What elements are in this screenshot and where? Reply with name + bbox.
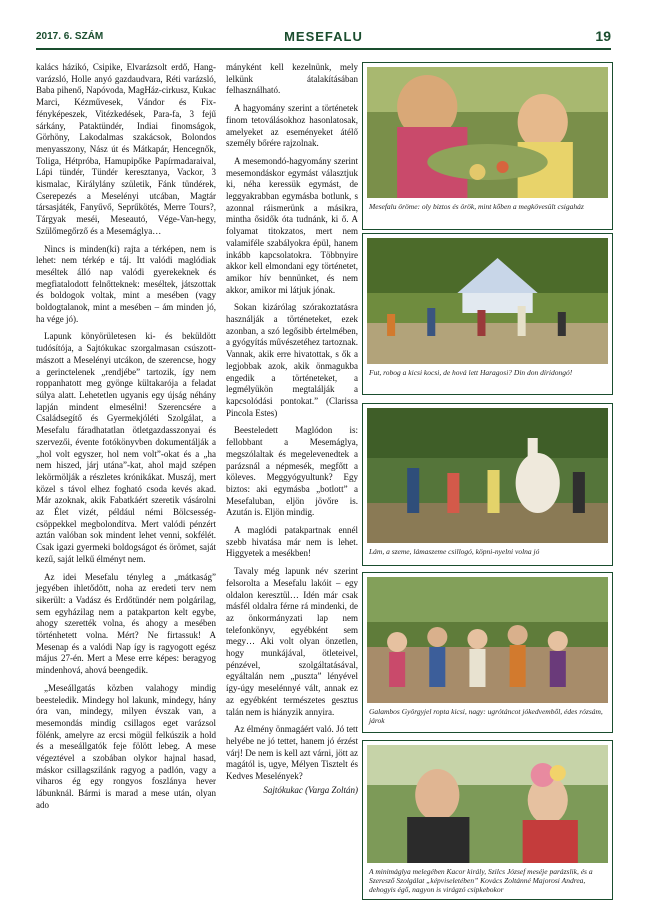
paragraph: Az élmény önmagáért való. Jó tett helyébe ne jó tettet, hanem jó érzést várj! De nem is kell azt várni, jött az magától is, ugye, Mélyen Tisztelt és Kedves Meselények?	[226, 724, 358, 782]
page-header	[36, 28, 611, 50]
paragraph: „Meseállgatás közben valahogy mindig beesteledik. Mindegy hol lakunk, mindegy, hány óra van, mindegy, milyen évszak van, a mesemondás mindig csillagos eget varázsol fölénk, amelyre az ercsi mögül felkúszik a hold és a meseállgatók feje fölött lebeg. A mese végeztével a szobában olykor hajnal hasad, máskor csillagszilánk ragyog a padlón, vagy a viharos ég egy rongyos foszlánya hever lábunknál. Bármi is marad a mese után, olyan ado	[36, 682, 216, 810]
photo-frame	[362, 572, 613, 733]
issue-label: 2017. 6. SZÁM	[36, 31, 104, 42]
photo-frame	[362, 62, 613, 230]
paragraph: kalács házikó, Csipike, Elvarázsolt erdő, Hang-varázsló, Holle anyó gazdaudvara, Réti varázsló, Baba pihenő, Napóvoda, MagHáz-cirkusz, Kukac Marci, Kézművesek, Vándor és Fix-fényképeszek, Vitézkedések, Para-fa, 3 fejű sárkány, Pataktündér, Indiai finomságok, Görhöny, Lakodalmas szakácsok, Bolondos menyasszony, Nász út és Mátkapár, Hencegnők, Toliga, Hétpróba, Hamupipőke Papírmadaraival, Lápi tündér, Tündér keresztanya, Vackor, 3 kismalac, Királylány születik, Fánk tündérek, Cserepezés a Meselényi utcában, Magtár társasjáték, Fanyűvő, Seprűkötés, Merre Tours?, Tárgyak meséi, Meseautó, Vége-Van-hegy, Szülőmegőrző és a Mesemáglya…	[36, 62, 216, 236]
photo-caption: Mesefalu öröme: oly biztos és örök, mint kőben a megkövesült csigaház	[369, 202, 584, 211]
photo-caption: A minimáglya melegében Kacor király, Szilcs József meséje parázslik, és a Szeresző Szolgálat „képviseletében” Kovács Zoltánné Majorosi Andrea, dehogyis égő, nagyon is virágzó csipkebokor	[369, 867, 593, 894]
paragraph: Nincs is minden(ki) rajta a térképen, nem is lehet: nem térkép e táj. Itt valódi maglódiak meséltek álló nap valódi gyerekeknek és megfiatalodott felnőtteknek: meséltek, játszottak és boldogok voltak, mint a mesében (vagy boldogtalanok, mint a mesében – ám minden jó, ha vége jó).	[36, 243, 216, 324]
photo-storytellers	[367, 745, 608, 863]
paragraph: mányként kell kezelnünk, mely lelkünk átalakításában felhasználható.	[226, 62, 358, 96]
photo-llama-visit	[367, 408, 608, 543]
article-column-1	[36, 62, 216, 812]
magazine-title: MESEFALU	[284, 29, 363, 44]
paragraph: Sokan kizárólag szórakoztatásra használják a történeteket, ezek azonban, a szó legősibb értelmében, a gyógyítás művészetéhez tartoznak. Vannak, akik erre hivatottak, s ők a legjobbak azok, akik önmagukba engedik a történeteket, a legmélyükön megtalálják a kapcsolódási pontokat.” (Clarissa Pincola Estes)	[226, 302, 358, 418]
paragraph: Tavaly még lapunk név szerint felsorolta a Mesefalu lakóit – egy oldalon keresztül… Idén már csak másfél oldalra férne rá mindenki, de az önkormányzati lap nem telefonkönyv, egyébként sem megy… Aki volt olyan önzetlen, hogy munkájával, ötleteivel, pénzével, szolgáltatásával, egyáltalán nem „puszta” lényével így-úgy meselénnyé vált, annak ez az egyébként természetes gesztus talán nem is hiányzik annyira.	[226, 566, 358, 717]
photo-frame	[362, 233, 613, 395]
photo-children-crafts	[367, 67, 608, 198]
page-number: 19	[595, 28, 611, 44]
photo-frame	[362, 740, 613, 900]
paragraph: A maglódi patakpartnak ennél szebb hivatása már nem is lehet. Higgyetek a mesékben!	[226, 525, 358, 559]
photo-caption: Lám, a szeme, lámaszeme csillogó, köpni-nyelni volna jó	[369, 547, 540, 556]
photo-caption: Galambos Györgyjel ropta kicsi, nagy: ugrótáncot jókedvemből, édes rózsám, járok	[369, 707, 603, 725]
paragraph: Beesteledett Maglódon is: fellobbant a Mesemáglya, megszólaltak és megelevenedtek a parázsnál a népmesék, megfőtt a köleves. Meggyógyultunk? Egy biztos: aki egymásba „botlott” a Mesefaluban, eljön jövőre is. Azután is. Eljön mindig.	[226, 425, 358, 518]
author-signature: Sajtókukac (Varga Zoltán)	[263, 784, 358, 795]
article-column-2	[226, 62, 358, 796]
photo-frame	[362, 403, 613, 566]
paragraph: A hagyomány szerint a történetek finom tetoválásokhoz hasonlatosak, amelyeket az eseményeket átélő személy bőrére rajzolnak.	[226, 103, 358, 149]
photo-street-crowd	[367, 238, 608, 364]
paragraph: A mesemondó-hagyomány szerint mesemondáskor egymást választjuk ki, néha keressük egymást, de leggyakrabban egymásba botlunk, s azonnal ráismerünk a másikra, mintha ősidők óta tudnánk, ki ő. A folyamat titokzatos, mert nem valamiféle szabályokra épül, hanem inkább kapcsolatokra. Többnyire akkor kell elmondani egy történetet, amikor hív bennünket, és nem akkor, amikor mi látjuk jónak.	[226, 155, 358, 295]
photo-dancing-crowd	[367, 577, 608, 703]
paragraph: Lapunk könyörületesen ki- és beküldött tudósítója, a Sajtókukac szorgalmasan csúszott-mászott a Meselényi utcákon, de szerencse, hogy a gerinctelenek „rendjébe” tartozik, így nem roppanhatott meg gyönge kültakarója a feladat súlya alatt. Lehetetlen ugyanis egy újság néhány lapján mindent elmesélni! Szerencsére a Családsegítő és Gyermekjóléti Szolgálat, a Mesefalu fáradhatatlan ötletgazdasszonyai és szervezői, évente fotókönyvben dokumentálják a „hol volt egyszer, hol nem volt”-okat és a „ha nem hiszed, járj utána”-kat, ahol majd szépen lekörmölják a részletes krónikákat. Muszáj, mert közel s távol elhez fogható csoda kevés akad. Már azoknak, akik Fabatkáért szeretik vásárolni az Élet vizét, például némi Bölcsesség-csöppekkel megbolondítva. Mert valódi pénzért aztán valóban sok mindent lehet venni, sokfélét. Csak igazi gyermeki boldogságot és örömet, saját kezű, saját lelkű élményt nem.	[36, 331, 216, 564]
paragraph: Az idei Mesefalu tényleg a „mátkaság” jegyében ihletődött, noha az eredeti terv nem sikerült: a Vadász és Erdőtündér nem polgárilag, sem egyházilag nem a patakparton kelt egybe, ahogy szerették volna, és ahogy a mesében történhetett volna. Mért? Ne firtassuk! A Mesenap és a valódi Nap így is ragyogott egész május 27-én. Mert a Mese erre képes: beragyog mindenhová, ahová beengedik.	[36, 571, 216, 676]
photo-caption: Fut, robog a kicsi kocsi, de hová lett Haragosi? Din don díridongó!	[369, 368, 573, 377]
